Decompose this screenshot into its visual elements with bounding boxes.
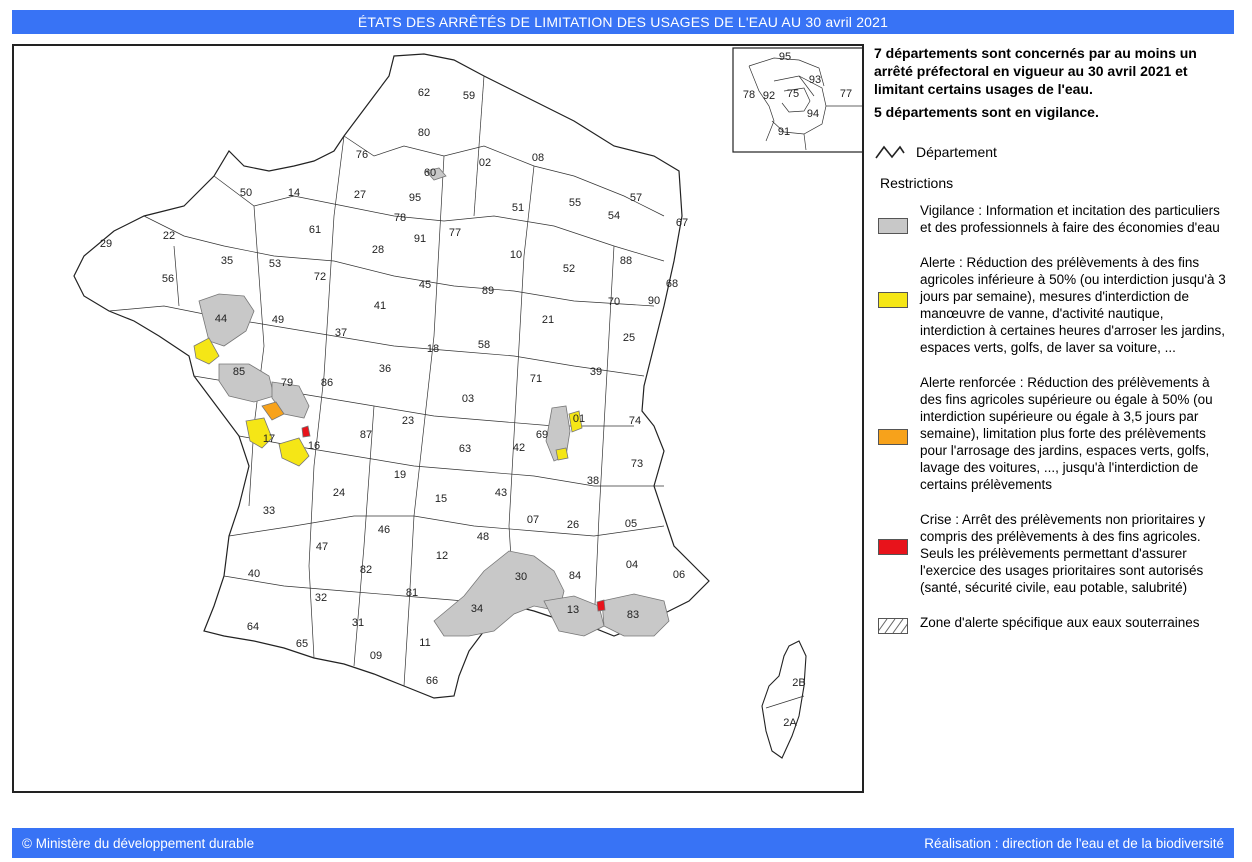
- footer-copyright: © Ministère du développement durable: [22, 835, 255, 851]
- dept-label-10: 10: [509, 249, 523, 261]
- dept-label-69: 69: [535, 429, 549, 441]
- dept-label-46: 46: [377, 524, 391, 536]
- dept-label-80: 80: [417, 127, 431, 139]
- map-legend: [874, 44, 1234, 652]
- zone-alerte-69: [556, 448, 568, 460]
- dept-label-03: 03: [461, 393, 475, 405]
- inset-label-92: 92: [762, 90, 776, 102]
- dept-label-16: 16: [307, 440, 321, 452]
- dept-label-81: 81: [405, 587, 419, 599]
- inset-label-77: 77: [839, 88, 853, 100]
- dept-label-51: 51: [511, 202, 525, 214]
- dept-label-08: 08: [531, 152, 545, 164]
- dept-label-40: 40: [247, 568, 261, 580]
- inset-label-91: 91: [777, 126, 791, 138]
- dept-label-49: 49: [271, 314, 285, 326]
- dept-label-36: 36: [378, 363, 392, 375]
- dept-label-31: 31: [351, 617, 365, 629]
- legend-crise-text: Crise : Arrêt des prélèvements non prioritaires y compris des prélèvements à des fins agricoles. Seuls les prélèvements permettant d'assurer l'exercice des usages prioritaires sont autorisés (santé, sécurité civile, eau potable, salubrité): [920, 512, 1206, 595]
- dept-label-39: 39: [589, 366, 603, 378]
- dept-label-57: 57: [629, 192, 643, 204]
- dept-label-21: 21: [541, 314, 555, 326]
- dept-label-87: 87: [359, 429, 373, 441]
- dept-label-64: 64: [246, 621, 260, 633]
- legend-zone-souterraine-text: Zone d'alerte spécifique aux eaux souterraines: [920, 615, 1200, 630]
- legend-item-alerte: [874, 254, 1234, 356]
- map-title: ÉTATS DES ARRÊTÉS DE LIMITATION DES USAGES DE L'EAU AU 30 avril 2021: [357, 14, 889, 30]
- dept-label-13: 13: [566, 604, 580, 616]
- summary-concerned: 7 départements sont concernés par au moins un arrêté préfectoral en vigueur au 30 avril 2021 et limitant certains usages de l'eau.: [874, 45, 1197, 97]
- legend-department: [874, 143, 1234, 161]
- dept-label-71: 71: [529, 373, 543, 385]
- dept-label-55: 55: [568, 197, 582, 209]
- dept-label-70: 70: [607, 296, 621, 308]
- department-line-icon: [874, 143, 906, 161]
- dept-label-02: 02: [478, 157, 492, 169]
- dept-label-27: 27: [353, 189, 367, 201]
- dept-label-09: 09: [369, 650, 383, 662]
- dept-label-37: 37: [334, 327, 348, 339]
- dept-label-06: 06: [672, 569, 686, 581]
- vigilance-swatch: [878, 218, 908, 234]
- dept-label-17: 17: [262, 433, 276, 445]
- dept-label-2B: 2B: [792, 677, 806, 689]
- dept-label-12: 12: [435, 550, 449, 562]
- dept-label-68: 68: [665, 278, 679, 290]
- dept-label-34: 34: [470, 603, 484, 615]
- dept-label-30: 30: [514, 571, 528, 583]
- dept-label-41: 41: [373, 300, 387, 312]
- dept-label-35: 35: [220, 255, 234, 267]
- dept-label-60: 60: [423, 167, 437, 179]
- dept-label-50: 50: [239, 187, 253, 199]
- title-bar: [12, 10, 1234, 34]
- dept-label-52: 52: [562, 263, 576, 275]
- legend-department-label: Département: [916, 143, 997, 160]
- dept-label-05: 05: [624, 518, 638, 530]
- corsica-outline: [762, 641, 806, 758]
- france-map: [12, 44, 864, 793]
- dept-label-58: 58: [477, 339, 491, 351]
- dept-label-59: 59: [462, 90, 476, 102]
- summary-vigilance: 5 départements sont en vigilance.: [874, 104, 1099, 120]
- dept-label-73: 73: [630, 458, 644, 470]
- dept-label-18: 18: [426, 343, 440, 355]
- inset-label-93: 93: [808, 74, 822, 86]
- dept-label-67: 67: [675, 217, 689, 229]
- legend-item-zone-souterraine: [874, 614, 1234, 634]
- dept-label-29: 29: [99, 238, 113, 250]
- dept-label-32: 32: [314, 592, 328, 604]
- dept-label-01: 01: [572, 413, 586, 425]
- dept-label-62: 62: [417, 87, 431, 99]
- dept-label-86: 86: [320, 377, 334, 389]
- dept-label-76: 76: [355, 149, 369, 161]
- zone-crise-13: [597, 600, 605, 611]
- legend-item-vigilance: [874, 202, 1234, 236]
- dept-label-65: 65: [295, 638, 309, 650]
- inset-label-95: 95: [778, 51, 792, 63]
- dept-label-63: 63: [458, 443, 472, 455]
- dept-label-33: 33: [262, 505, 276, 517]
- dept-label-43: 43: [494, 487, 508, 499]
- dept-label-07: 07: [526, 514, 540, 526]
- dept-label-82: 82: [359, 564, 373, 576]
- dept-label-78: 78: [393, 212, 407, 224]
- dept-label-19: 19: [393, 469, 407, 481]
- legend-alerte-text: Alerte : Réduction des prélèvements à des fins agricoles inférieure à 50% (ou interdiction jusqu'à 3 jours par semaine), mesures d'interdiction de manœuvre de vanne, d'activité nautique, interdiction à certaines heures d'arroser les jardins, espaces verts, golfs, de laver sa voiture, ...: [920, 255, 1226, 355]
- dept-label-25: 25: [622, 332, 636, 344]
- legend-vigilance-text: Vigilance : Information et incitation des particuliers et des professionnels à faire des économies d'eau: [920, 203, 1220, 235]
- dept-label-23: 23: [401, 415, 415, 427]
- dept-label-28: 28: [371, 244, 385, 256]
- dept-label-45: 45: [418, 279, 432, 291]
- alerte-renforcee-swatch: [878, 429, 908, 445]
- dept-label-91: 91: [413, 233, 427, 245]
- crise-swatch: [878, 539, 908, 555]
- dept-label-48: 48: [476, 531, 490, 543]
- legend-restrictions-title: Restrictions: [880, 175, 954, 191]
- dept-label-84: 84: [568, 570, 582, 582]
- dept-label-38: 38: [586, 475, 600, 487]
- legend-item-alerte-renforcee: [874, 374, 1234, 493]
- dept-label-56: 56: [161, 273, 175, 285]
- dept-label-22: 22: [162, 230, 176, 242]
- inset-label-94: 94: [806, 108, 820, 120]
- dept-label-85: 85: [232, 366, 246, 378]
- dept-label-79: 79: [280, 377, 294, 389]
- dept-label-2A: 2A: [783, 717, 797, 729]
- inset-label-78: 78: [742, 89, 756, 101]
- footer-credit: Réalisation : direction de l'eau et de la biodiversité: [924, 835, 1224, 851]
- dept-label-15: 15: [434, 493, 448, 505]
- dept-label-90: 90: [647, 295, 661, 307]
- dept-label-61: 61: [308, 224, 322, 236]
- dept-label-47: 47: [315, 541, 329, 553]
- dept-label-95: 95: [408, 192, 422, 204]
- hatched-swatch-icon: [878, 618, 908, 634]
- legend-item-crise: [874, 511, 1234, 596]
- inset-label-75: 75: [786, 88, 800, 100]
- dept-label-24: 24: [332, 487, 346, 499]
- dept-label-54: 54: [607, 210, 621, 222]
- dept-label-26: 26: [566, 519, 580, 531]
- dept-label-14: 14: [287, 187, 301, 199]
- dept-label-42: 42: [512, 442, 526, 454]
- dept-label-66: 66: [425, 675, 439, 687]
- legend-alerte-renforcee-text: Alerte renforcée : Réduction des prélèvements à des fins agricoles supérieure ou égale à 50% (ou interdiction supérieure ou égale à 3,5 jours par semaine), limitation plus forte des prélèvements pour l'arrosage des jardins, espaces verts, golfs, lavage des voitures, ..., jusqu'à l'interdiction de certains prélèvements: [920, 375, 1213, 492]
- dept-label-83: 83: [626, 609, 640, 621]
- dept-label-89: 89: [481, 285, 495, 297]
- france-map-svg: [14, 46, 864, 793]
- dept-label-53: 53: [268, 258, 282, 270]
- alerte-swatch: [878, 292, 908, 308]
- dept-label-74: 74: [628, 415, 642, 427]
- dept-label-88: 88: [619, 255, 633, 267]
- dept-label-11: 11: [419, 637, 431, 649]
- footer-bar: [12, 828, 1234, 858]
- dept-label-77: 77: [448, 227, 462, 239]
- dept-label-04: 04: [625, 559, 639, 571]
- dept-label-44: 44: [214, 313, 228, 325]
- dept-label-72: 72: [313, 271, 327, 283]
